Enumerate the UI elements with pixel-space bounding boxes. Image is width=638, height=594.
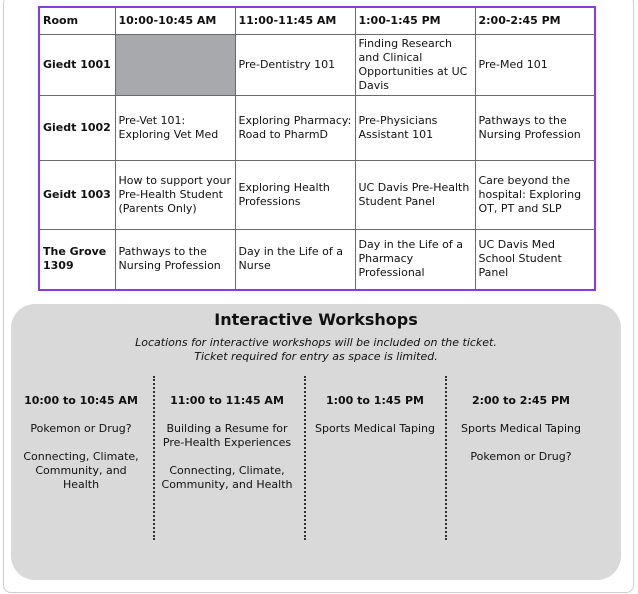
table-row [39,230,595,290]
interactive-workshops-panel [11,304,621,580]
workshops-note-line-2: Ticket required for entry as space is limited. [194,350,438,363]
workshop-item: Sports Medical Taping [314,422,436,435]
session-cell: Pre-Med 101 [475,35,595,96]
workshop-time: 11:00 to 11:45 AM [170,394,284,407]
workshop-column [17,394,145,506]
table-row [39,96,595,161]
workshops-title: Interactive Workshops [214,310,418,329]
room-name: Giedt 1002 [39,96,115,161]
workshop-item: Sports Medical Taping [460,422,582,435]
session-cell: Exploring Pharmacy: Road to PharmD [235,96,355,161]
session-cell: Pre-Physicians Assistant 101 [355,96,475,161]
workshop-item: Pokemon or Drug? [30,422,132,435]
workshop-column [161,394,293,506]
column-divider [304,376,306,540]
session-cell: Day in the Life of a Nurse [235,230,355,290]
empty-cell [115,35,235,96]
table-row [39,161,595,230]
column-divider [445,376,447,540]
session-cell: Day in the Life of a Pharmacy Professional [355,230,475,290]
session-cell: UC Davis Med School Student Panel [475,230,595,290]
schedule-header-row [39,7,595,35]
room-name: Geidt 1003 [39,161,115,230]
room-name: Giedt 1001 [39,35,115,96]
workshop-item: Building a Resume for Pre-Health Experiences [162,422,292,449]
session-cell: Pathways to the Nursing Profession [475,96,595,161]
workshop-column [311,394,439,450]
session-cell: Finding Research and Clinical Opportunities at UC Davis [355,35,475,96]
session-cell: Pathways to the Nursing Profession [115,230,235,290]
session-cell: Pre-Vet 101: Exploring Vet Med [115,96,235,161]
header-slot-2: 11:00-11:45 AM [235,7,355,35]
workshop-time: 2:00 to 2:45 PM [471,394,571,407]
session-cell: Pre-Dentistry 101 [235,35,355,96]
header-slot-1: 10:00-10:45 AM [115,7,235,35]
header-slot-3: 1:00-1:45 PM [355,7,475,35]
workshop-item: Connecting, Climate, Community, and Health [161,464,293,491]
workshop-time: 10:00 to 10:45 AM [24,394,138,407]
workshop-item: Connecting, Climate, Community, and Health [23,450,139,491]
session-cell: Exploring Health Professions [235,161,355,230]
session-cell: How to support your Pre-Health Student (Parents Only) [115,161,235,230]
workshop-column [457,394,585,478]
header-room: Room [39,7,115,35]
header-slot-4: 2:00-2:45 PM [475,7,595,35]
session-cell: UC Davis Pre-Health Student Panel [355,161,475,230]
table-row [39,35,595,96]
column-divider [153,376,155,540]
session-cell: Care beyond the hospital: Exploring OT, PT and SLP [475,161,595,230]
room-name: The Grove 1309 [39,230,115,290]
schedule-table [38,6,596,291]
workshop-time: 1:00 to 1:45 PM [325,394,425,407]
workshops-note-line-1: Locations for interactive workshops will be included on the ticket. [135,336,497,349]
workshop-item: Pokemon or Drug? [470,450,572,463]
